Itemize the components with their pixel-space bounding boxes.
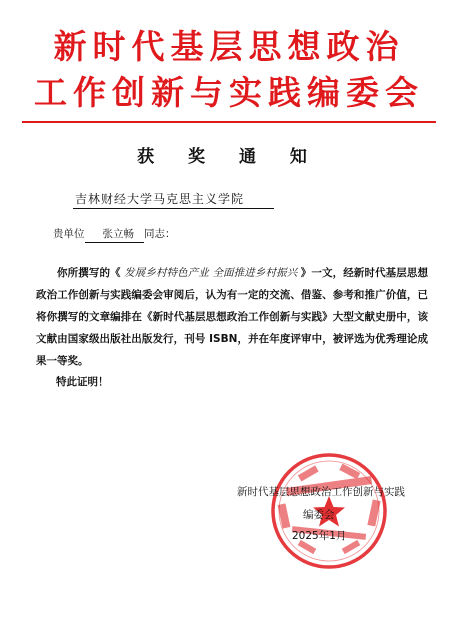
signature-date: 2025年1月 (292, 530, 347, 542)
notice-body (36, 262, 428, 372)
header-title-line2: 工作创新与实践编委会 (34, 73, 424, 112)
paper-title: 发展乡村特色产业 全面推进乡村振兴 (120, 267, 301, 279)
greeting (53, 226, 176, 243)
header-divider (22, 121, 436, 123)
signature-committee: 编委会 (303, 509, 335, 521)
body-part2: 》一文，经新时代基层思想政治工作创新与实践编委会审阅后，认为有一定的交流、借鉴、参考和推广价值，已将你撰写的文章编排在《新时代基层思想政治工作创新与实践》大型文献史册中，该文献由国家级出版社出版发行，刊号 ISBN，并在年度评审中，被评选为优秀理论成果一等奖。 (36, 267, 429, 367)
greeting-prefix: 贵单位 (53, 228, 85, 240)
notice-title: 获 奖 通 知 (137, 147, 321, 167)
recipient-underline-pad (246, 195, 274, 209)
body-part1: 你所撰写的《 (57, 267, 121, 279)
header-title-line1: 新时代基层思想政治 (53, 27, 405, 66)
greeting-suffix: 同志： (144, 228, 176, 240)
recipient-name: 张立畅 (85, 226, 145, 243)
recipient-line (73, 190, 274, 209)
recipient-institution: 吉林财经大学马克思主义学院 (73, 190, 246, 209)
signature-org: 新时代基层思想政治工作创新与实践 (237, 486, 405, 498)
proof-statement: 特此证明！ (56, 376, 109, 388)
